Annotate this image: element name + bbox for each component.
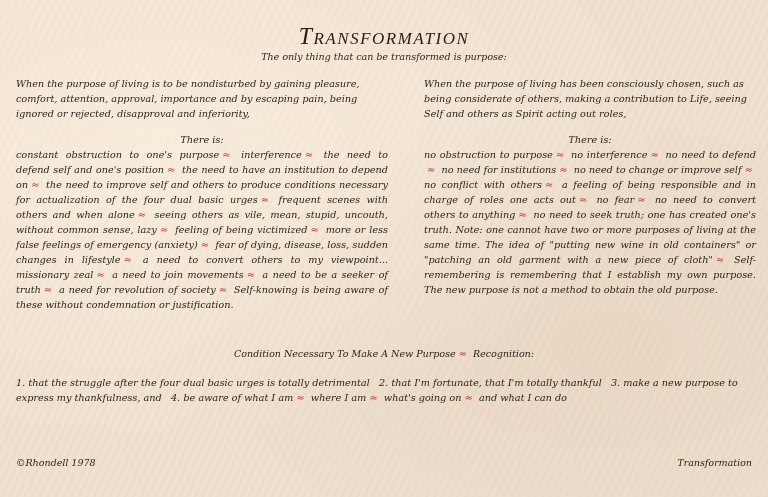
- step-item: 2. that I'm fortunate, that I'm totally thankful: [379, 378, 602, 389]
- list-item: a need to be a seeker of truth: [16, 270, 388, 296]
- list-item: more or less false feelings of emergency (anxiety): [16, 225, 388, 251]
- recognition-label: Recognition:: [473, 349, 534, 360]
- left-list: [16, 148, 388, 313]
- copyright: ©Rhondell 1978: [16, 458, 96, 469]
- right-column: [424, 77, 756, 298]
- separator-icon: ≈: [96, 270, 105, 281]
- separator-icon: ≈: [123, 255, 132, 266]
- right-list: [424, 148, 756, 298]
- footer-label: Transformation: [677, 458, 752, 469]
- separator-icon: ≈: [167, 165, 176, 176]
- separator-icon: ≈: [427, 165, 436, 176]
- page-title: Transformation: [298, 24, 470, 50]
- list-item: the need to defend self and one's position: [16, 150, 388, 176]
- list-item: Self-knowing is being aware of these without condemnation or justification.: [16, 285, 388, 311]
- page-subtitle: The only thing that can be transformed is purpose:: [261, 52, 507, 63]
- list-item: no interference: [571, 150, 648, 161]
- left-there-is: There is:: [180, 135, 224, 146]
- separator-icon: ≈: [43, 285, 53, 296]
- separator-icon: ≈: [518, 210, 527, 221]
- list-item: Self-remembering is remembering that I establish my own purpose. The new purpose is not a method to obtain the old purpose.: [424, 255, 756, 296]
- left-column: [16, 77, 388, 313]
- list-item: no need for institutions: [441, 165, 557, 176]
- condition-line: [0, 349, 768, 360]
- separator-icon: ≈: [650, 150, 659, 161]
- condition-label: Condition Necessary To Make A New Purpose: [234, 349, 456, 360]
- separator-icon: ≈: [260, 195, 270, 206]
- separator-icon: ≈: [544, 180, 554, 191]
- left-intro: When the purpose of living is to be nondisturbed by gaining pleasure, comfort, attention, approval, importance and by escaping pain, being ignored or rejected, disapproval and inferiority,: [16, 79, 360, 120]
- separator-icon: ≈: [218, 285, 228, 296]
- separator-icon: ≈: [744, 165, 753, 176]
- list-item: no need to convert others to anything: [424, 195, 756, 221]
- separator-icon: ≈: [369, 393, 378, 404]
- separator-icon: ≈: [200, 240, 210, 251]
- step-item: where I am: [310, 393, 367, 404]
- step-item: 4. be aware of what I am: [171, 393, 294, 404]
- list-item: frequent scenes with others and when alone: [16, 195, 388, 221]
- recognition-steps: [16, 376, 756, 406]
- separator-icon: ≈: [137, 210, 147, 221]
- list-item: fear of dying, disease, loss, sudden changes in lifestyle: [16, 240, 388, 266]
- list-item: the need to have an institution to depend on: [16, 165, 388, 191]
- list-item: no need to seek truth; one has created one's truth. Note: one cannot have two or more purposes of living at the same time. The idea of "putting new wine in old containers" or "patching an old garment with a new piece of cloth": [424, 210, 756, 266]
- list-item: no fear: [596, 195, 635, 206]
- separator-icon: ≈: [555, 150, 565, 161]
- separator-icon: ≈: [296, 393, 305, 404]
- list-item: no conflict with others: [424, 180, 542, 191]
- step-item: 1. that the struggle after the four dual basic urges is totally detrimental: [16, 378, 370, 389]
- separator-icon: ≈: [31, 180, 40, 191]
- separator-icon: ≈: [637, 195, 646, 206]
- list-item: constant obstruction to one's purpose: [16, 150, 220, 161]
- right-there-is: There is:: [568, 135, 612, 146]
- list-item: interference: [241, 150, 302, 161]
- step-item: 3. make a new purpose to express my thankfulness, and: [16, 378, 738, 404]
- right-intro: When the purpose of living has been consciously chosen, such as being considerate of others, making a contribution to Life, seeing Self and others as Spirit acting out roles,: [424, 79, 747, 120]
- separator-icon: ≈: [222, 150, 231, 161]
- list-item: no obstruction to purpose: [424, 150, 553, 161]
- list-item: a feeling of being responsible and in charge of roles one acts out: [424, 180, 756, 206]
- separator-icon: ≈: [246, 270, 255, 281]
- separator-icon: ≈: [559, 165, 568, 176]
- separator-icon: ≈: [578, 195, 588, 206]
- separator-icon: ≈: [458, 349, 467, 360]
- separator-icon: ≈: [310, 225, 319, 236]
- separator-icon: ≈: [715, 255, 725, 266]
- separator-icon: ≈: [159, 225, 169, 236]
- list-item: a need to convert others to my viewpoint... missionary zeal: [16, 255, 388, 281]
- list-item: no need to change or improve self: [573, 165, 742, 176]
- list-item: a need for revolution of society: [59, 285, 216, 296]
- list-item: seeing others as vile, mean, stupid, uncouth, without common sense, lazy: [16, 210, 388, 236]
- list-item: the need to improve self and others to produce conditions necessary for actualization of the four dual basic urges: [16, 180, 388, 206]
- list-item: a need to join movements: [112, 270, 244, 281]
- separator-icon: ≈: [304, 150, 314, 161]
- list-item: feeling of being victimized: [175, 225, 308, 236]
- list-item: no need to defend: [665, 150, 756, 161]
- separator-icon: ≈: [464, 393, 473, 404]
- step-item: and what I can do: [478, 393, 568, 404]
- step-item: what's going on: [383, 393, 462, 404]
